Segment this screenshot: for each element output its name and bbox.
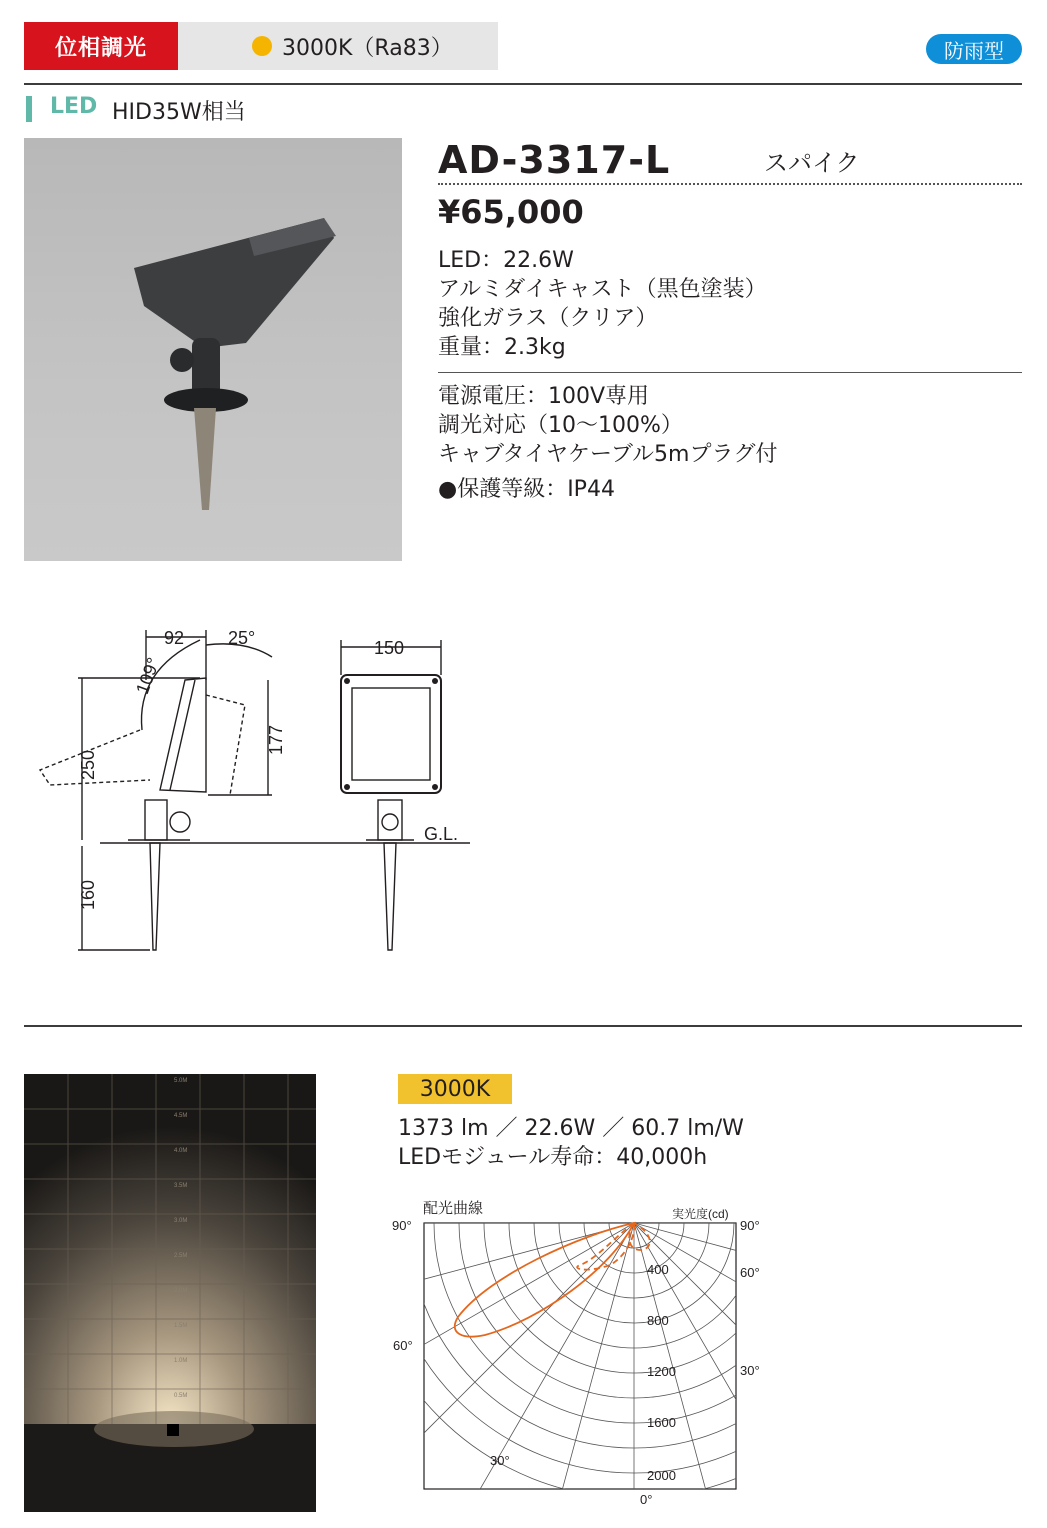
dim-25deg: 25° xyxy=(228,628,256,648)
scale-label: 4.5M xyxy=(174,1113,188,1119)
product-type: スパイク xyxy=(764,149,860,177)
dim-109deg: 109° xyxy=(132,654,164,697)
left-angle-label: 60° xyxy=(393,1338,413,1353)
ring-label: 400 xyxy=(647,1262,669,1277)
ring-label: 2000 xyxy=(647,1468,676,1483)
dim-92: 92 xyxy=(164,628,185,648)
right-angle-label: 60° xyxy=(740,1265,760,1280)
distribution-curve xyxy=(455,1223,650,1337)
polar-title: 配光曲線 xyxy=(423,1200,484,1217)
dimension-drawing xyxy=(0,600,520,970)
spec-item: 強化ガラス（クリア） xyxy=(438,306,658,331)
color-temp-badge xyxy=(178,22,498,70)
dimming-badge: 位相調光 xyxy=(24,22,178,70)
price: ¥65,000 xyxy=(438,193,584,231)
spec-list-a xyxy=(438,246,767,362)
ring-label: 1200 xyxy=(647,1364,676,1379)
spec-item: ●保護等級：IP44 xyxy=(438,477,615,502)
section-rule xyxy=(24,1025,1022,1027)
scale-label: 0.5M xyxy=(174,1393,188,1399)
bottom-angle-label: 0° xyxy=(640,1492,653,1507)
color-dot-icon xyxy=(252,36,272,56)
led-equivalent: HID35W相当 xyxy=(112,100,246,125)
spotlight-image xyxy=(24,138,402,561)
led-label: LED xyxy=(50,94,98,119)
lighting-scene xyxy=(24,1074,316,1512)
led-life: LEDモジュール寿命：40,000h xyxy=(398,1145,708,1170)
flux-efficacy: 1373 lm ／ 22.6W ／ 60.7 lm/W xyxy=(398,1116,744,1141)
product-photo xyxy=(24,138,402,561)
dim-177: 177 xyxy=(266,724,286,755)
ground-level-label: G.L. xyxy=(424,824,459,844)
spec-divider xyxy=(438,372,1022,373)
scale-label: 3.0M xyxy=(174,1218,188,1224)
scale-label: 2.5M xyxy=(174,1253,188,1259)
polar-distribution xyxy=(390,1195,790,1515)
spec-list-b xyxy=(438,382,777,504)
scale-label: 1.0M xyxy=(174,1358,188,1364)
scale-label: 3.5M xyxy=(174,1183,188,1189)
left-angle-label: 90° xyxy=(392,1218,412,1233)
polar-unit: 実光度(cd) xyxy=(672,1207,729,1221)
polar-grid xyxy=(390,1195,790,1515)
scale-label: 1.5M xyxy=(174,1323,188,1329)
dim-160: 160 xyxy=(78,879,98,910)
color-temp-text: 3000K（Ra83） xyxy=(282,35,453,61)
dim-150: 150 xyxy=(374,638,405,658)
scale-label: 4.0M xyxy=(174,1148,188,1154)
right-angle-label: 30° xyxy=(740,1363,760,1378)
top-rule xyxy=(24,83,1022,85)
cct-badge: 3000K xyxy=(398,1074,512,1104)
spec-item: 調光対応（10～100%） xyxy=(438,413,683,438)
scale-label: 2.0M xyxy=(174,1288,188,1294)
ring-label: 800 xyxy=(647,1313,669,1328)
dotted-divider xyxy=(438,183,1022,185)
spec-item: 電源電圧：100V専用 xyxy=(438,384,650,409)
spec-item: キャブタイヤケーブル5mプラグ付 xyxy=(438,442,778,467)
weatherproof-badge: 防雨型 xyxy=(926,34,1022,64)
spec-item: LED：22.6W xyxy=(438,248,574,273)
spec-item: 重量：2.3kg xyxy=(438,335,566,360)
dim-250: 250 xyxy=(78,749,98,780)
model-number: AD-3317-L xyxy=(438,138,671,182)
right-angle-label: 90° xyxy=(740,1218,760,1233)
led-marker-bar xyxy=(26,96,32,122)
spec-item: アルミダイキャスト（黒色塗装） xyxy=(438,277,767,302)
scale-label: 5.0M xyxy=(174,1078,188,1084)
left-angle-label: 30° xyxy=(490,1453,510,1468)
wall-wash-image xyxy=(24,1074,316,1512)
ring-label: 1600 xyxy=(647,1415,676,1430)
